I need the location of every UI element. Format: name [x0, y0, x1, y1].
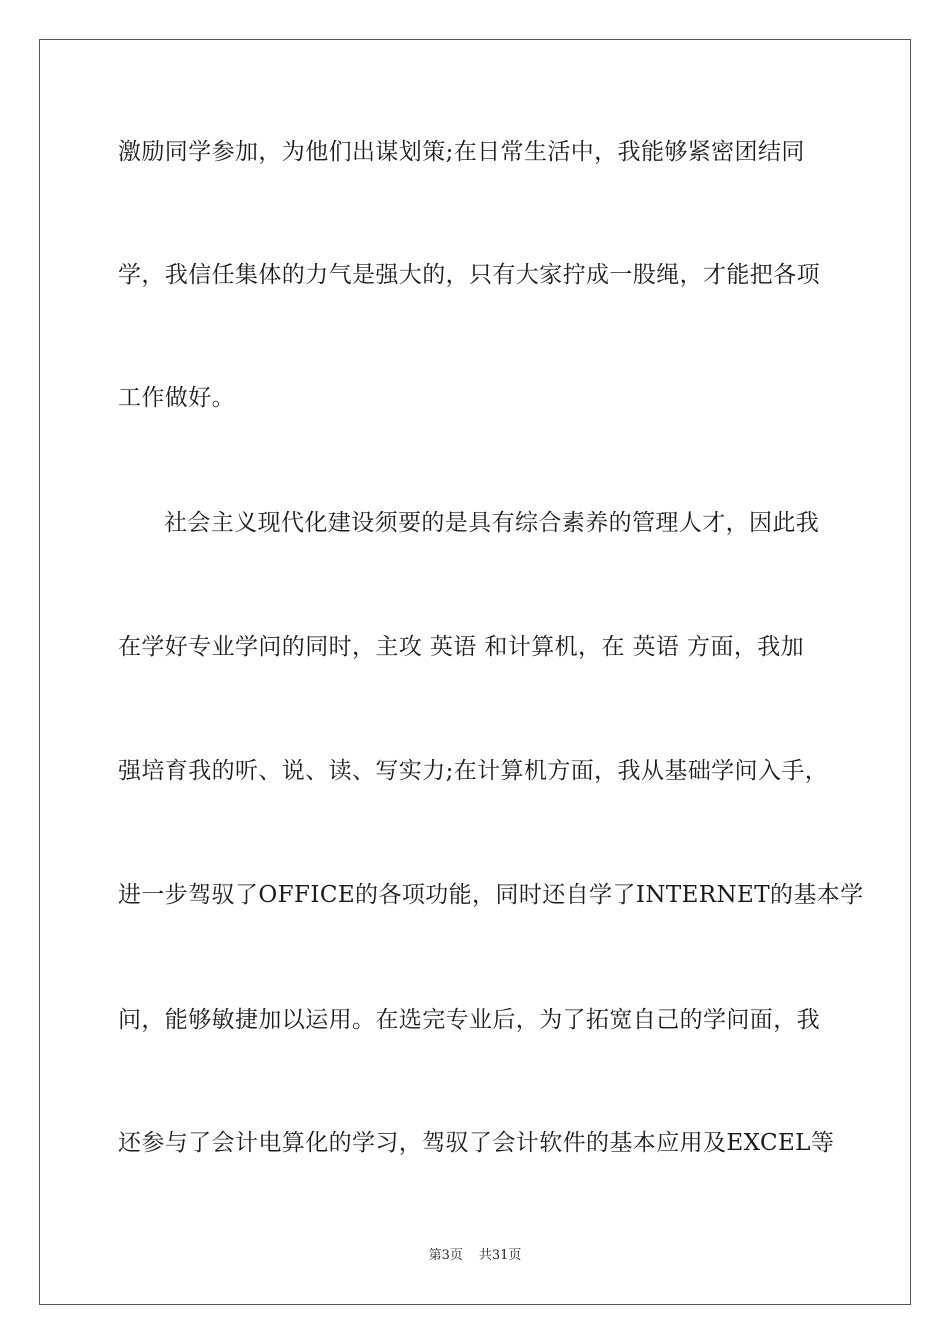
body-text-line: 进一步驾驭了OFFICE的各项功能，同时还自学了INTERNET的基本学 — [118, 882, 864, 908]
body-text-line: 在学好专业学问的同时，主攻 英语 和计算机，在 英语 方面，我加 — [118, 634, 805, 660]
body-text-line: 工作做好。 — [118, 385, 235, 411]
body-text-line: 学，我信任集体的力气是强大的，只有大家拧成一股绳，才能把各项 — [118, 262, 820, 288]
page-total: 共31页 — [478, 1248, 522, 1263]
body-text-line-indented: 社会主义现代化建设须要的是具有综合素养的管理人才，因此我 — [164, 510, 820, 536]
body-text-line: 问，能够敏捷加以运用。在选完专业后，为了拓宽自己的学问面，我 — [118, 1007, 820, 1033]
body-text-line: 还参与了会计电算化的学习，驾驭了会计软件的基本应用及EXCEL等 — [118, 1130, 835, 1156]
page-frame — [39, 39, 911, 1305]
body-text-line: 强培育我的听、说、读、写实力;在计算机方面，我从基础学问入手， — [118, 758, 829, 784]
page-number: 第3页 — [428, 1248, 463, 1263]
page-footer — [0, 1247, 950, 1265]
body-text-line: 激励同学参加，为他们出谋划策;在日常生活中，我能够紧密团结同 — [118, 139, 805, 165]
